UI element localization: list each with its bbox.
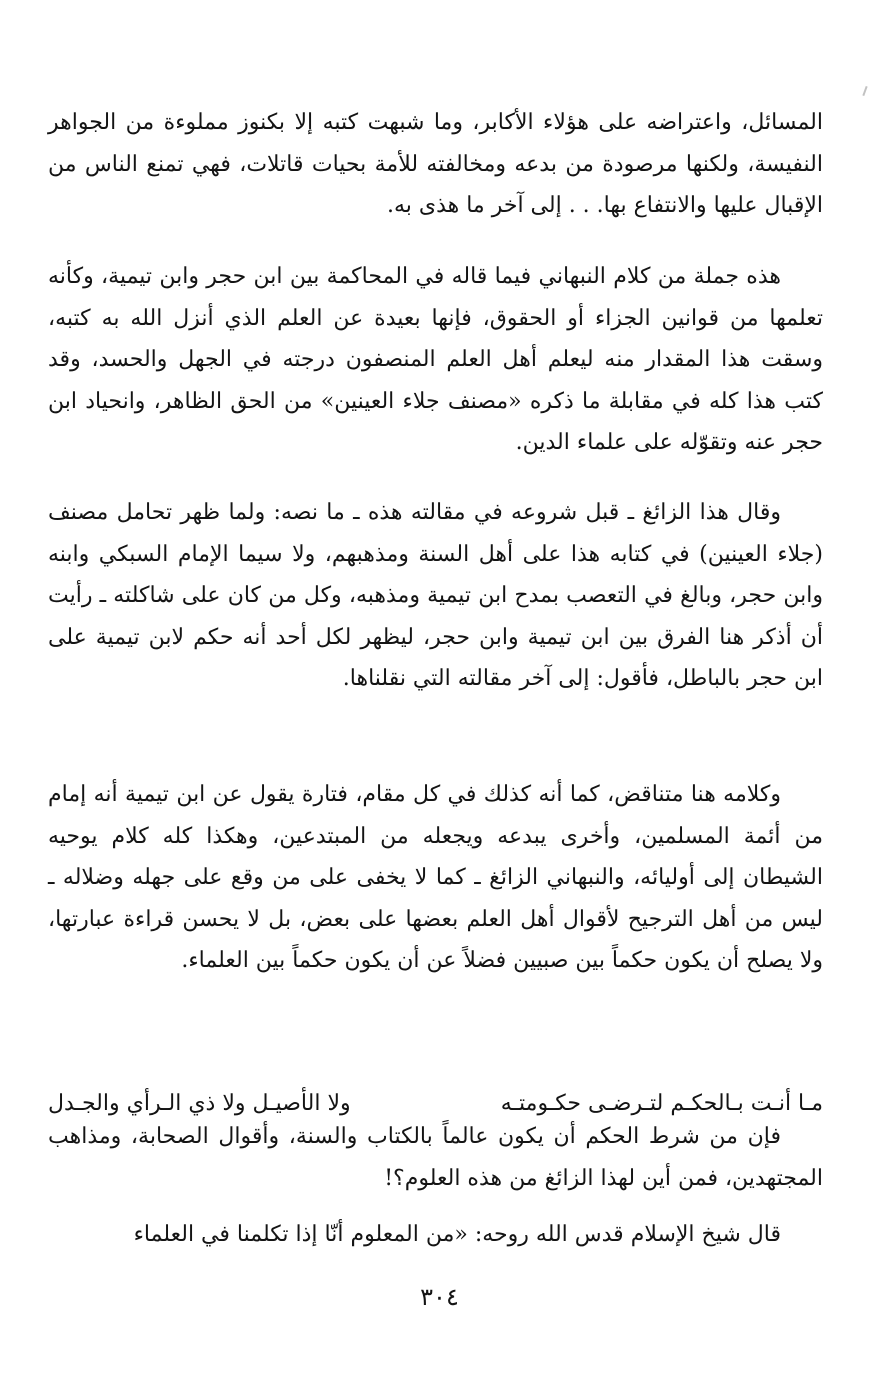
paragraph-5-text: فإن من شرط الحكم أن يكون عالماً بالكتاب والسنة، وأقوال الصحابة، ومذاهب المجتهدين، فمن أين لهذا الزائغ من هذه العلوم؟! <box>48 1124 823 1191</box>
paragraph-6-text: قال شيخ الإسلام قدس الله روحه: «من المعلوم أنّا إذا تكلمنا في العلماء <box>133 1222 781 1247</box>
paragraph-3-text: وقال هذا الزائغ ـ قبل شروعه في مقالته هذه ـ ما نصه: ولما ظهر تحامل مصنف (جلاء العينين) في كتابه هذا على أهل السنة ومذهبهم، ولا سيما الإمام السبكي وابنه وابن حجر، وبالغ في التعصب بمدح ابن تيمية ومذهبه، وكل من كان على شاكلته ـ رأيت أن أذكر هنا الفرق بين ابن تيمية وابن حجر، ليظهر لكل أحد أنه حكم لابن تيمية على ابن حجر بالباطل، فأقول: إلى آخر مقالته التي نقلناها. <box>48 500 823 691</box>
paragraph-5 <box>48 1116 823 1199</box>
paragraph-2-text: هذه جملة من كلام النبهاني فيما قاله في المحاكمة بين ابن حجر وابن تيمية، وكأنه تعلمها من قوانين الجزاء أو الحقوق، فإنها بعيدة عن العلم الذي أنزل الله به كتبه، وسقت هذا المقدار منه ليعلم أهل العلم المنصفون درجته في الجهل والحسد، وقد كتب هذا كله في مقابلة ما ذكره «مصنف جلاء العينين» من الحق الظاهر، وانحياد ابن حجر عنه وتقوّله على علماء الدين. <box>48 264 823 455</box>
paragraph-1-text: المسائل، واعتراضه على هؤلاء الأكابر، وما شبهت كتبه إلا بكنوز مملوءة من الجواهر النفيسة، ولكنها مرصودة من بدعه ومخالفته للأمة بحيات قاتلات، فهي تمنع الناس من الإقبال عليها والانتفاع بها. . . إلى آخر ما هذى به. <box>48 110 823 218</box>
paragraph-4 <box>48 774 823 982</box>
paragraph-3 <box>48 492 823 700</box>
paragraph-4-text: وكلامه هنا متناقض، كما أنه كذلك في كل مقام، فتارة يقول عن ابن تيمية أنه إمام من أئمة المسلمين، وأخرى يبدعه ويجعله من المبتدعين، وهكذا كله كلام يوحيه الشيطان إلى أوليائه، والنبهاني الزائغ ـ كما لا يخفى على من وقع على جهله وضلاله ـ ليس من أهل الترجيح لأقوال أهل العلم بعضها على بعض، بل لا يحسن قراءة عبارتها، ولا يصلح أن يكون حكماً بين صبيين فضلاً عن أن يكون حكماً بين العلماء. <box>48 782 823 973</box>
verse-second-hemistich: ولا الأصيـل ولا ذي الـرأي والجـدل <box>48 1091 351 1116</box>
page-number: ٣٠٤ <box>420 1283 459 1311</box>
paragraph-1 <box>48 102 823 227</box>
margin-mark <box>862 86 867 96</box>
paragraph-6 <box>48 1214 823 1256</box>
paragraph-2 <box>48 256 823 464</box>
verse-first-hemistich: مـا أنـت بـالحكـم لتـرضـى حكـومتـه <box>500 1091 823 1116</box>
